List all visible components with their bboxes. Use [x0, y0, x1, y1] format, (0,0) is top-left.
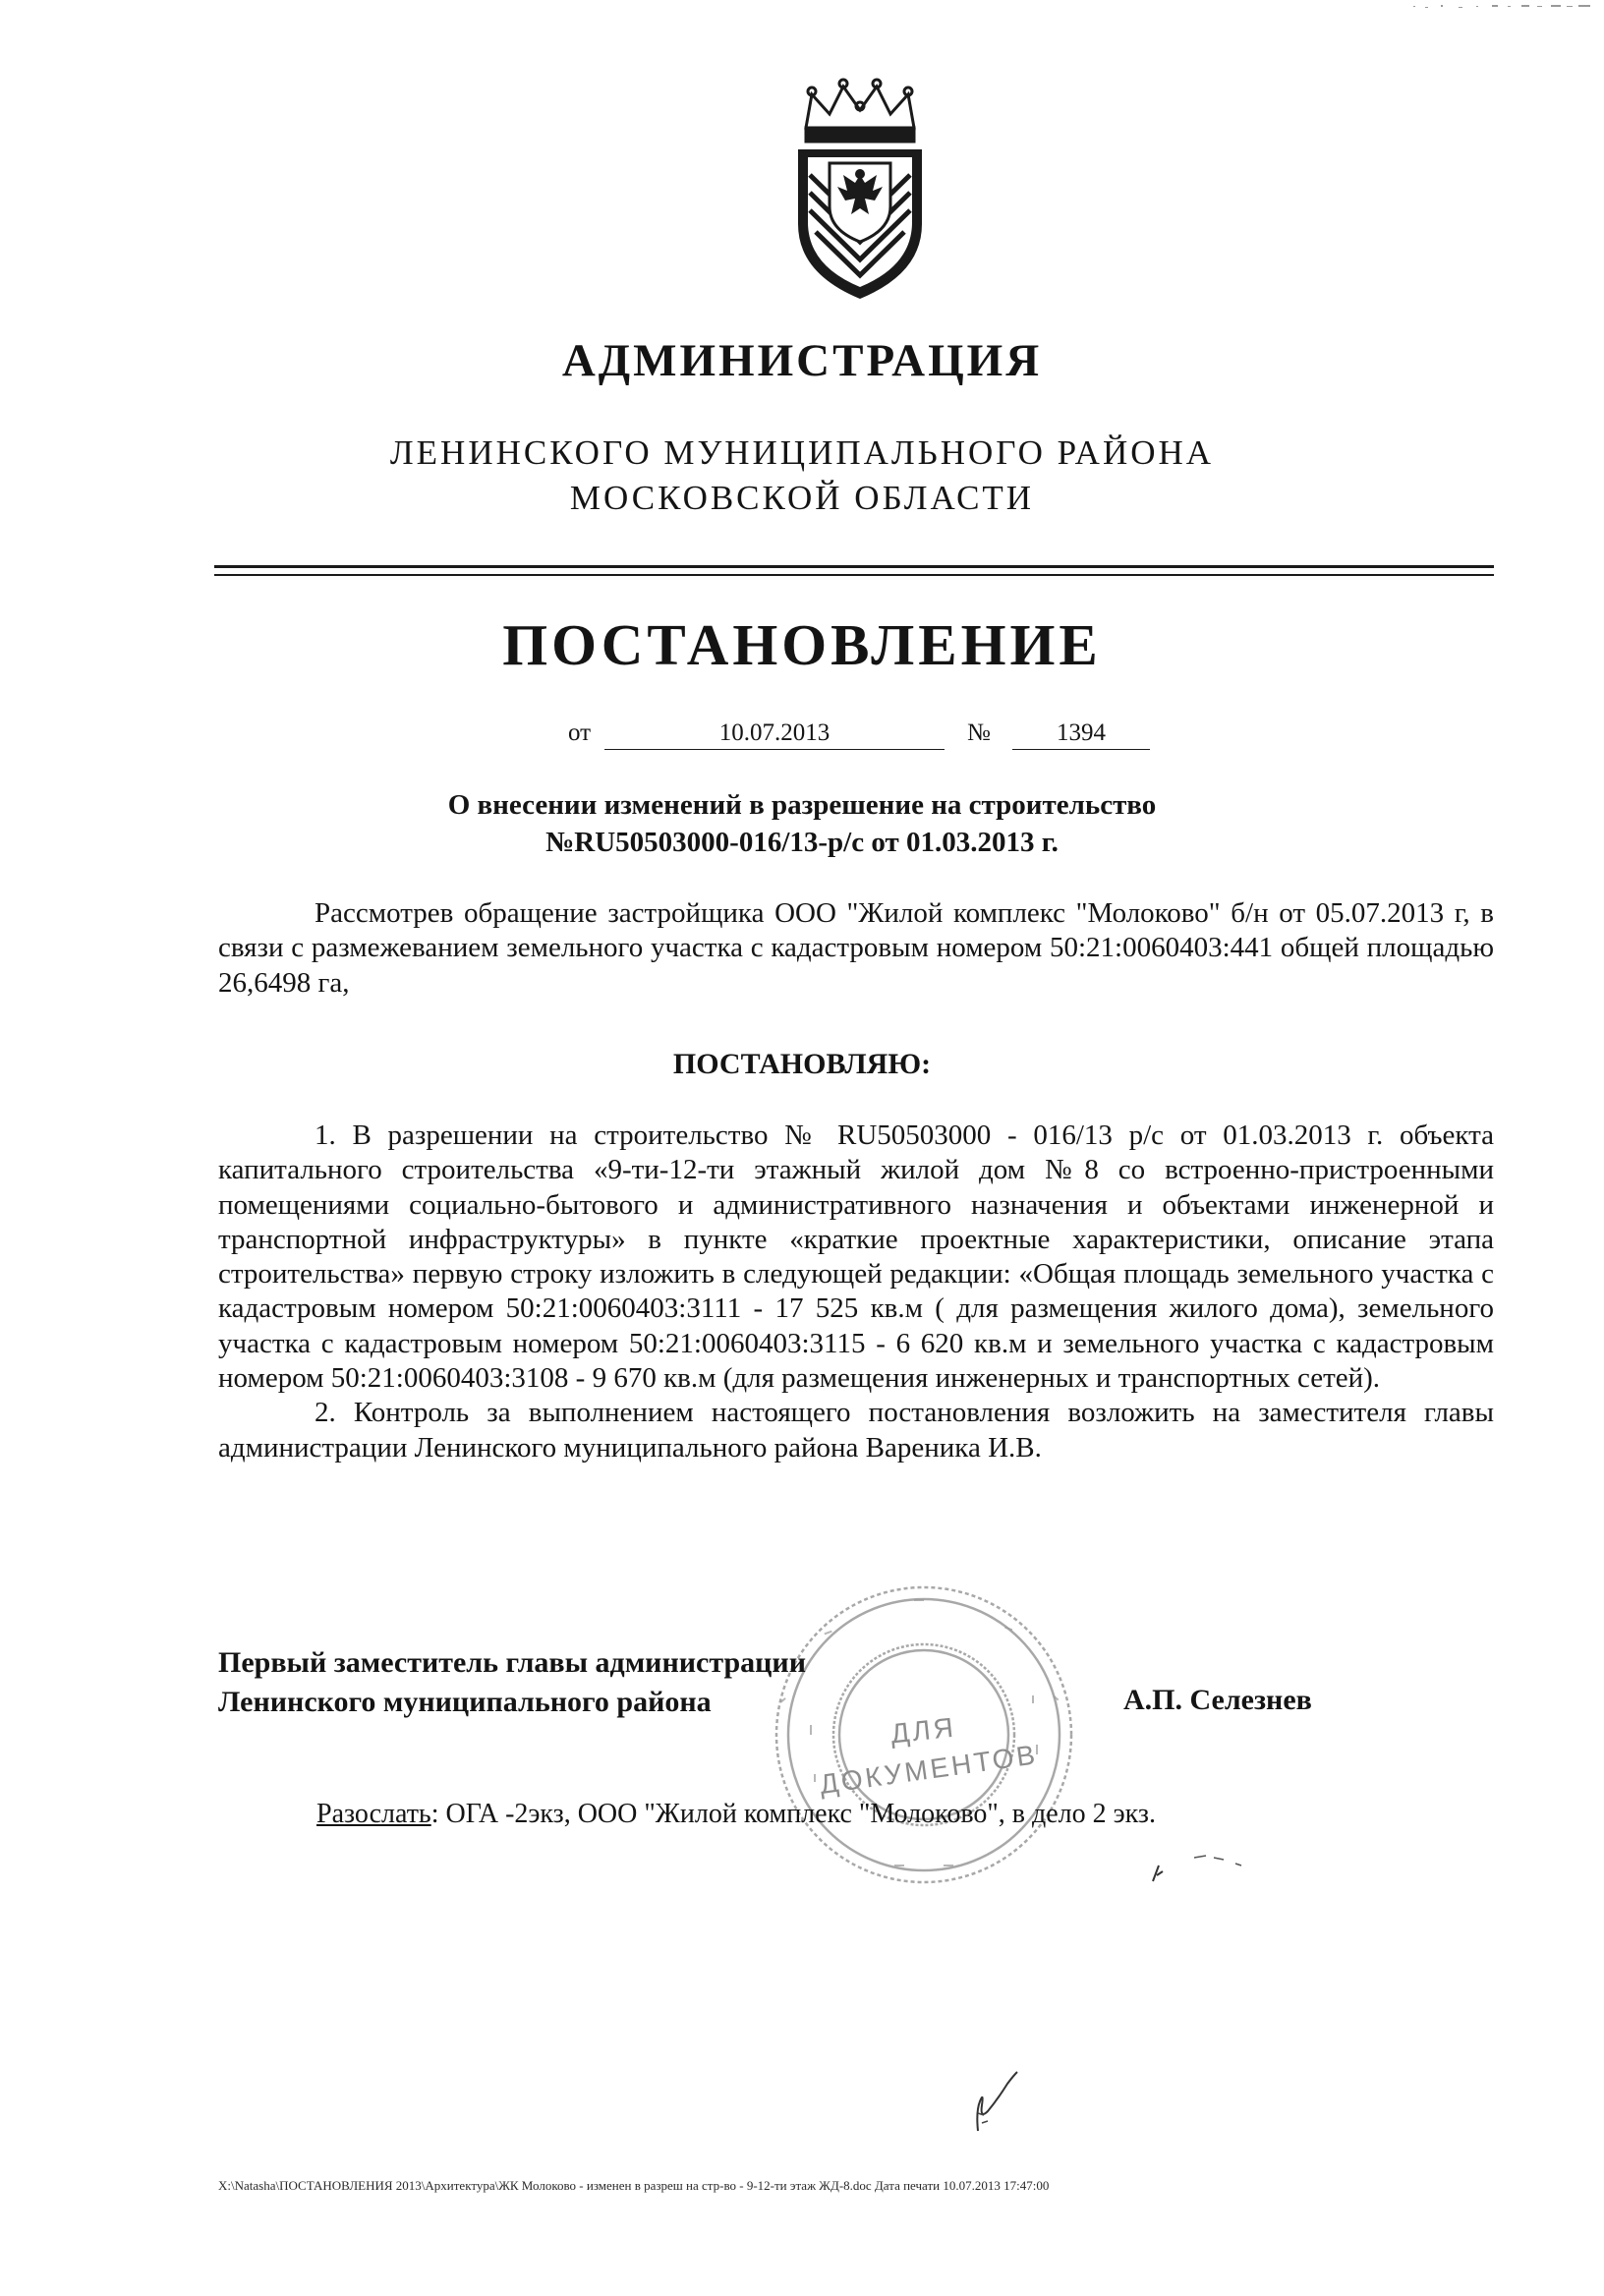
- document-type-title: ПОСТАНОВЛЕНИЕ: [502, 612, 1102, 677]
- decision-heading: ПОСТАНОВЛЯЮ:: [672, 1048, 932, 1080]
- number-prefix: №: [967, 719, 991, 746]
- scan-noise: [1411, 2, 1598, 12]
- handwritten-signature: [958, 2062, 1037, 2141]
- file-path-footer: X:\Natasha\ПОСТАНОВЛЕНИЯ 2013\Архитектура\ЖК Молоково - изменен в разреш на стр-во - 9-12-ти этаж ЖД-8.doc Дата печати 10.07.2013 17:47:00: [218, 2178, 1050, 2193]
- signatory-name: А.П. Селезнев: [1123, 1684, 1312, 1716]
- organization-title: АДМИНИСТРАЦИЯ: [561, 335, 1043, 386]
- stamp-line-2: ДОКУМЕНТОВ: [818, 1739, 1040, 1801]
- date-prefix: от: [568, 719, 592, 746]
- distribution-label: Разослать: [316, 1799, 431, 1829]
- official-stamp: [767, 1578, 1081, 1892]
- distribution-text: : ОГА -2экз, ООО "Жилой комплекс "Молоково", в дело 2 экз.: [430, 1799, 1156, 1829]
- district-line-1: ЛЕНИНСКОГО МУНИЦИПАЛЬНОГО РАЙОНА: [389, 433, 1215, 472]
- preamble: [218, 896, 1494, 1001]
- signatory-position-line-1: Первый заместитель главы администрации: [218, 1646, 806, 1679]
- signatory-position: [218, 1643, 806, 1722]
- handwritten-mark: [1145, 1846, 1253, 1890]
- stamp-line-1: ДЛЯ: [888, 1711, 958, 1750]
- document-date: 10.07.2013: [604, 719, 945, 750]
- document-subject: [0, 786, 1604, 861]
- decision-item-2: 2. Контроль за выполнением настоящего постановления возложить на заместителя главы администрации Ленинского муниципального района Вареника И.В.: [218, 1397, 1494, 1464]
- header-divider: [214, 565, 1494, 568]
- distribution-list: [316, 1799, 1156, 1830]
- header-divider-thin: [214, 574, 1494, 576]
- district-line-2: МОСКОВСКОЙ ОБЛАСТИ: [569, 479, 1035, 517]
- decision-item-1: 1. В разрешении на строительство № RU50503000 - 016/13 р/с от 01.03.2013 г. объекта капитального строительства «9-ти-12-ти этажный жилой дом №8 со встроенно-пристроенными помещениями социально-бытового и административного назначения и объектами инженерной и транспортной инфраструктуры» в пункте «краткие проектные характеристики, описание этапа строительства» первую строку изложить в следующей редакции: «Общая площадь земельного участка с кадастровым номером 50:21:0060403:3111 - 17 525 кв.м ( для размещения жилого дома), земельного участка с кадастровым номером 50:21:0060403:3115 - 6 620 кв.м и земельного участка с кадастровым номером 50:21:0060403:3108 - 9 670 кв.м (для размещения инженерных и транспортных сетей).: [218, 1119, 1494, 1395]
- coat-of-arms-icon: [786, 77, 934, 305]
- document-number: 1394: [1012, 719, 1150, 750]
- signatory-position-line-2: Ленинского муниципального района: [218, 1686, 712, 1718]
- preamble-text: Рассмотрев обращение застройщика ООО "Жилой комплекс "Молоково" б/н от 05.07.2013 г, в связи с размежеванием земельного участка с кадастровым номером 50:21:0060403:441 общей площадью 26,6498 га,: [218, 897, 1494, 999]
- subject-line-2: №RU50503000-016/13-р/с от 01.03.2013 г.: [545, 827, 1059, 858]
- district-name: [0, 430, 1604, 521]
- subject-line-1: О внесении изменений в разрешение на строительство: [447, 789, 1157, 821]
- decision-items: [218, 1119, 1494, 1465]
